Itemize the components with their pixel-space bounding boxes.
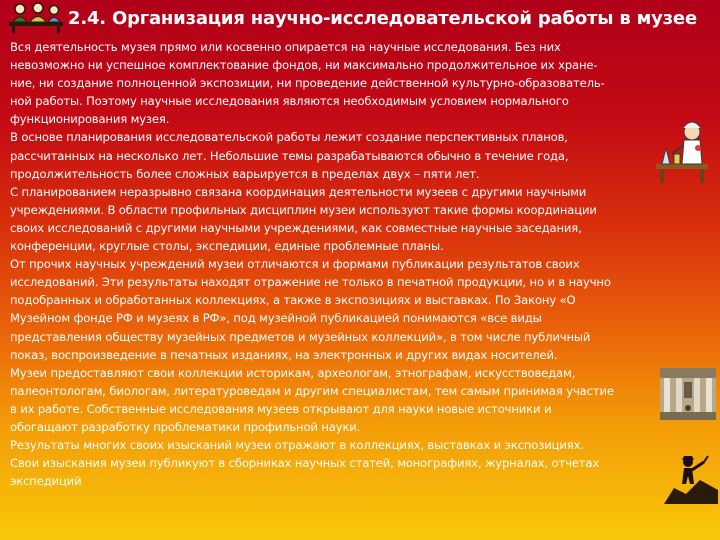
text-line: своих исследований с другими научными учреждениями, как совместные научные заседания,: [10, 220, 582, 235]
scientist-cartoon-icon: [652, 118, 712, 184]
text-line: Музейном фонде РФ и музеях в РФ», под музейной публикацией понимаются «все виды: [10, 311, 542, 326]
text-line: учреждениями. В области профильных дисциплин музеи используют такие формы координации: [10, 202, 597, 217]
text-line: ние, ни создание полноценной экспозиции, ни проведение действенной культурно-образователь-: [10, 76, 605, 91]
text-line: рассчитанных на несколько лет. Небольшие темы разрабатываются обычно в течение года,: [10, 148, 569, 163]
text-line: показ, воспроизведение в печатных изданиях, на электронных и других видах носителей.: [10, 347, 558, 362]
people-at-desk-icon: [8, 2, 64, 34]
text-line: невозможно ни успешное комплектование фондов, ни максимально продолжительное их хране-: [10, 58, 598, 73]
page-title: 2.4. Организация научно-исследовательской работы в музее: [68, 8, 697, 29]
text-line: Свои изыскания музеи публикуют в сборниках научных статей, монографиях, журналах, отчетах: [10, 456, 600, 471]
text-line: Вся деятельность музея прямо или косвенно опирается на научные исследования. Без них: [10, 40, 561, 54]
text-line: Результаты многих своих изысканий музеи отражают в коллекциях, выставках и экспозициях.: [10, 438, 584, 453]
text-line: обогащают разработку проблематики профильной науки.: [10, 419, 361, 434]
text-line: экспедиций: [10, 474, 82, 489]
text-line: функционирования музея.: [10, 112, 170, 127]
explorer-silhouette-icon: [664, 450, 718, 504]
text-line: подобранных и обработанных коллекциях, а также в экспозициях и выставках. По Закону «О: [10, 293, 576, 308]
body-text: [10, 38, 710, 490]
text-line: исследований. Эти результаты находят отражение не только в печатной продукции, но и в научно: [10, 275, 611, 290]
text-line: палеонтологам, биологам, литературоведам и другим специалистам, тем самым принимая участие: [10, 383, 614, 398]
museum-hall-icon: [660, 368, 716, 420]
text-line: В основе планирования исследовательской работы лежит создание перспективных планов,: [10, 130, 568, 145]
text-line: продолжительность более сложных варьируется в пределах двух – пяти лет.: [10, 166, 480, 181]
text-line: представления обществу музейных предметов и музейных коллекций», в том числе публичный: [10, 329, 591, 344]
text-line: От прочих научных учреждений музеи отличаются и формами публикации результатов своих: [10, 257, 580, 272]
text-line: конференции, круглые столы, экспедиции, единые проблемные планы.: [10, 239, 444, 254]
text-line: С планированием неразрывно связана координация деятельности музеев с другими научными: [10, 184, 587, 199]
text-line: в их работе. Собственные исследования музеев открывают для науки новые источники и: [10, 401, 552, 416]
text-line: ной работы. Поэтому научные исследования являются необходимым условием нормального: [10, 94, 569, 109]
text-line: Музеи предоставляют свои коллекции историкам, археологам, этнографам, искусствоведам,: [10, 365, 576, 380]
